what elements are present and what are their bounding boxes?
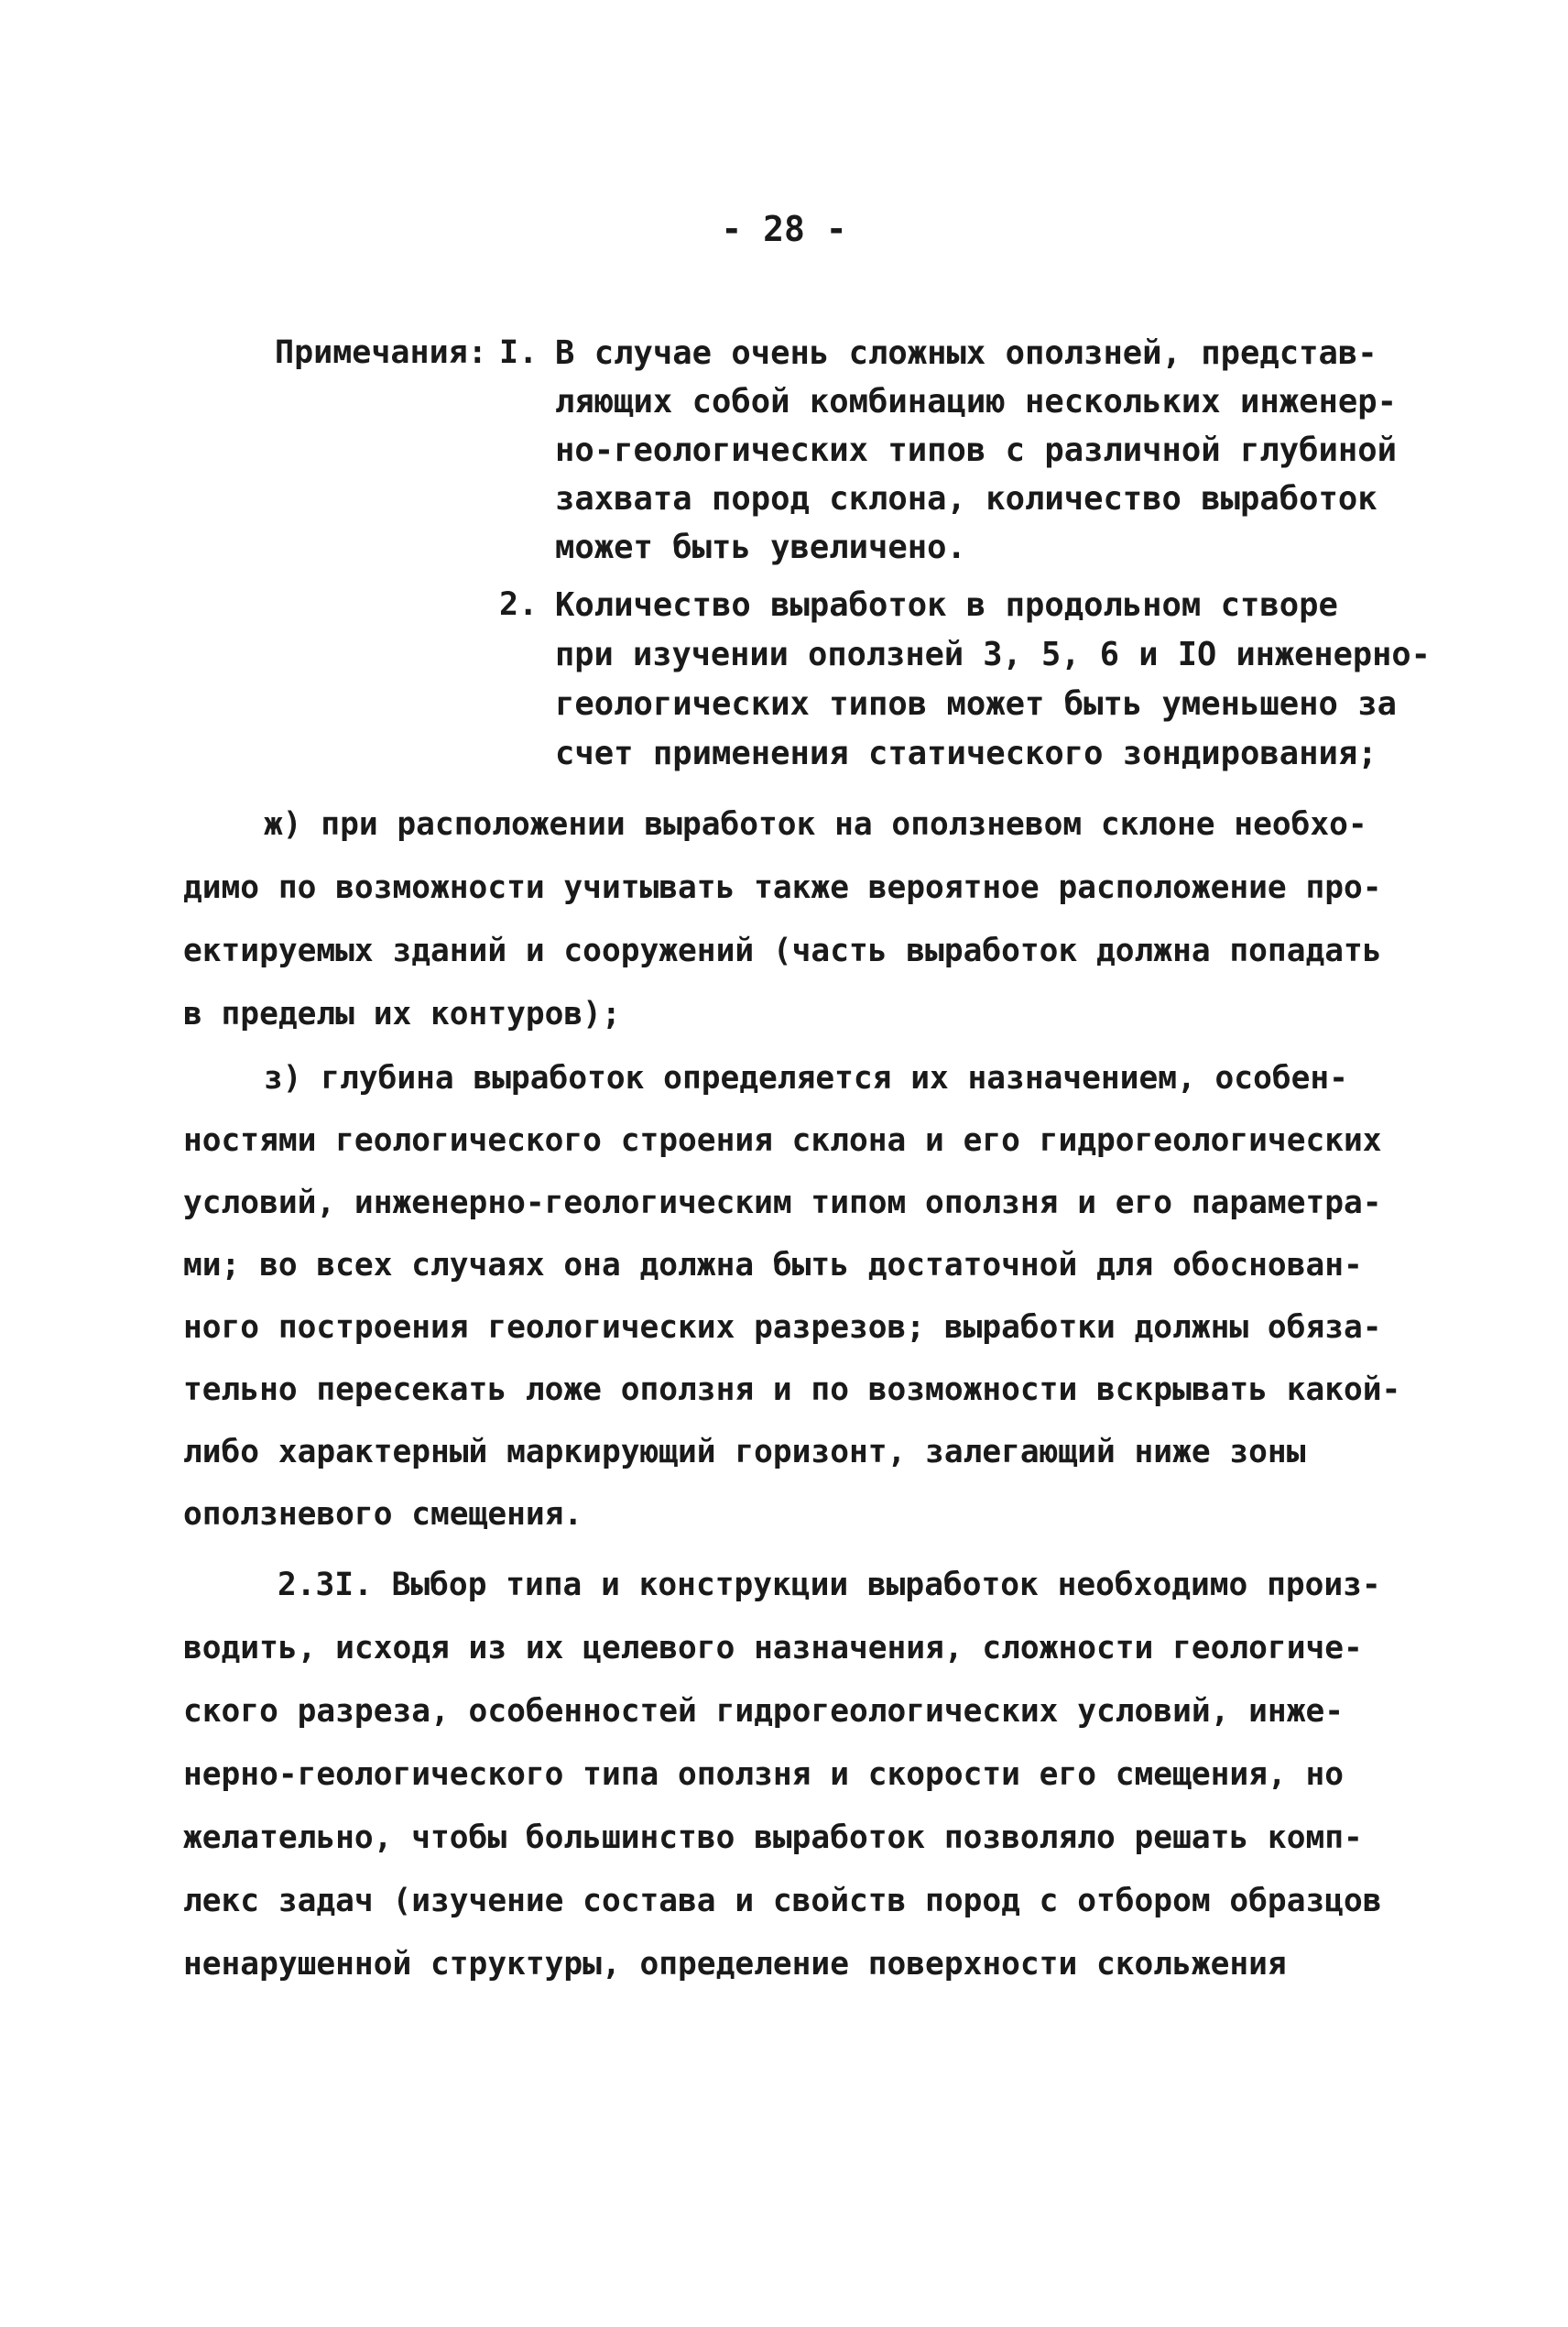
note-2-line: при изучении оползней 3, 5, 6 и IO инженерно- [555, 636, 1431, 673]
note-1-line: но-геологических типов с различной глубиной [555, 432, 1398, 469]
paragraph-line: в пределы их контуров); [183, 996, 621, 1032]
paragraph-line: ского разреза, особенностей гидрогеологических условий, инже- [183, 1693, 1345, 1730]
paragraph-line: ностями геологического строения склона и его гидрогеологических [183, 1122, 1382, 1159]
paragraph-line: ж) при расположении выработок на оползневом склоне необхо- [264, 806, 1367, 843]
paragraph-line: водить, исходя из их целевого назначения, сложности геологиче- [183, 1630, 1363, 1666]
paragraph-line: условий, инженерно-геологическим типом оползня и его параметра- [183, 1185, 1382, 1221]
paragraph-line: ми; во всех случаях она должна быть достаточной для обоснован- [183, 1247, 1363, 1284]
paragraph-line: ного построения геологических разрезов; выработки должны обяза- [183, 1309, 1382, 1346]
paragraph-line: тельно пересекать ложе оползня и по возможности вскрывать какой- [183, 1371, 1401, 1408]
note-1-line: может быть увеличено. [555, 529, 966, 566]
note-2-line: геологических типов может быть уменьшено за [555, 685, 1398, 723]
paragraph-line: ненарушенной структуры, определение поверхности скольжения [183, 1946, 1287, 1983]
note-1-line: В случае очень сложных оползней, представ- [555, 334, 1377, 372]
note-1-number: I. [499, 334, 539, 371]
note-2-line: Количество выработок в продольном створе [555, 586, 1338, 624]
note-2-number: 2. [499, 586, 539, 623]
paragraph-line: лекс задач (изучение состава и свойств пород с отбором образцов [183, 1883, 1382, 1919]
paragraph-line: нерно-геологического типа оползня и скорости его смещения, но [183, 1756, 1345, 1793]
page-number: - 28 - [721, 209, 847, 249]
note-2-line: счет применения статического зондирования; [555, 735, 1377, 772]
paragraph-line: ектируемых зданий и сооружений (часть выработок должна попадать [183, 933, 1382, 969]
paragraph-line: либо характерный маркирующий горизонт, залегающий ниже зоны [183, 1434, 1306, 1470]
note-1-line: захвата пород склона, количество выработок [555, 480, 1377, 518]
paragraph-line: з) глубина выработок определяется их назначением, особен- [264, 1060, 1348, 1097]
paragraph-line: димо по возможности учитывать также вероятное расположение про- [183, 869, 1382, 906]
note-1-line: ляющих собой комбинацию нескольких инженер- [555, 383, 1398, 421]
paragraph-line: оползневого смещения. [183, 1496, 583, 1533]
paragraph-line: 2.3I. Выбор типа и конструкции выработок необходимо произ- [278, 1567, 1381, 1603]
paragraph-line: желательно, чтобы большинство выработок позволяло решать комп- [183, 1819, 1363, 1856]
notes-label: Примечания: [275, 334, 487, 371]
